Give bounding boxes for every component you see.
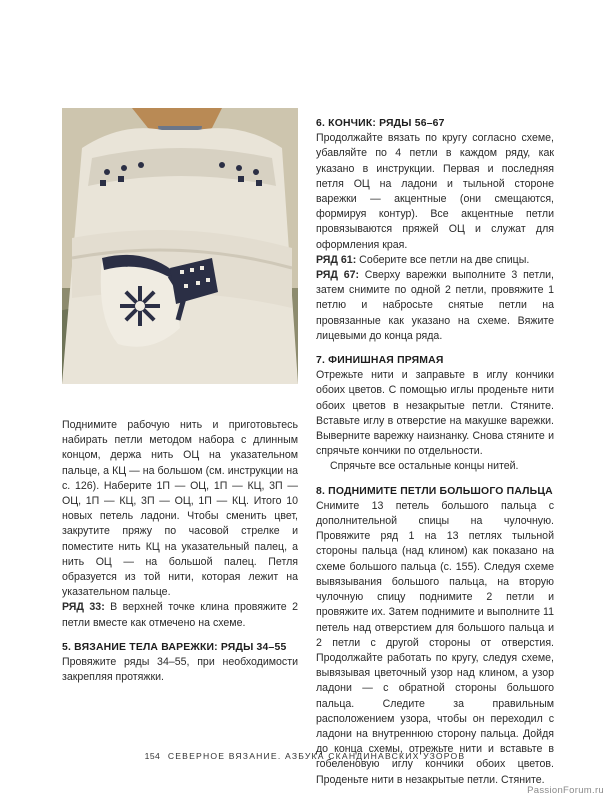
section6-title: 6. КОНЧИК: РЯДЫ 56–67 [316,118,445,129]
section5-paragraph: Провяжите ряды 34–55, при необходимости закрепляя протяжки. [62,656,298,684]
row33-text: В верхней точке клина провяжите 2 петли вместе как отмечено на схеме. [62,601,298,629]
book-title: СЕВЕРНОЕ ВЯЗАНИЕ. АЗБУКА СКАНДИНАВСКИХ УЗОРОВ [167,751,466,761]
section8-paragraph: Снимите 13 петель большого пальца с дополнительной спицы на чулочную. Провяжите ряд 1 на 13 петлях тыльной стороны пальца (над клином) как показано на схеме большого пальца (с. 155). Следуя схеме вывязывания большого пальца, на вторую чулочную спицу поднимите 2 петли и провяжите их. Затем поднимите и выполните 11 петель над отверстием для большого пальца и 2 петли с другой стороны от отверстия. Продолжайте работать по кругу, следуя схеме, вывязывая цветочный узор над клином, а узор ладони — с обратной стороны большого пальца. Следите за правильным расположением узора, чтобы он переходил с ладони на внутреннюю сторону пальца. Дойдя до конца схемы, отрежьте нити и вставьте в гобеленовую иглу кончики обоих цветов. Проденьте нити в незакрытые петли. Стяните. [316,499,554,786]
row33-label: РЯД 33: [62,601,105,614]
right-column [316,116,554,788]
row67-paragraph [316,268,554,344]
watermark: PassionForum.ru [527,785,604,796]
left-intro-paragraph: Поднимите рабочую нить и приготовьтесь набирать петли методом набора с длинным концом, держа нить ОЦ на указательном пальце, а КЦ — на большом (см. инструкции на с. 126). Наберите 1П — ОЦ, 1П — КЦ, 3П — ОЦ, 1П — КЦ, 3П — ОЦ, 1П — КЦ. Итого 10 новых петель ладони. Чтобы сменить цвет, закрутите пряжу по часовой стрелке и поместите нить КЦ на указательный палец, а нить ОЦ — на большой палец. Петля образуется из той нити, которая лежит на указательном пальце. [62,419,298,599]
row61-paragraph [316,253,554,268]
section5-title: 5. ВЯЗАНИЕ ТЕЛА ВАРЕЖКИ: РЯДЫ 34–55 [62,641,287,653]
row61-text: Соберите все петли на две спицы. [356,253,530,266]
page-number: 154 [144,751,161,761]
left-column [62,418,298,685]
photo-illustration [62,108,298,384]
section7-title: 7. ФИНИШНАЯ ПРЯМАЯ [316,355,444,367]
section7-paragraph-2: Спрячьте все остальные концы нитей. [330,460,519,473]
page-footer [0,751,610,761]
section6-paragraph: Продолжайте вязать по кругу согласно схеме, убавляйте по 4 петли в каждом ряду, как указано в инструкции. Первая и последняя петля ОЦ на ладони и тыльной стороне варежки — акцентные (они смещаются, формируя контур). Все акцентные петли провязываются пряжей ОЦ и служат для оформления края. [316,132,554,251]
row67-label: РЯД 67: [316,269,360,282]
section7-paragraph: Отрежьте нити и заправьте в иглу кончики обоих цветов. С помощью иглы проденьте нити обоих цветов в незакрытые петли. Стяните. Вставьте иглу в отверстие на макушке варежки. Выверните варежку наизнанку. Снова стяните и спрячьте кончики по отдельности. [316,369,554,458]
row61-label: РЯД 61: [316,253,357,266]
row33-paragraph [62,600,298,630]
knitted-sweater-and-mitten-photo [62,108,298,384]
row67-text: Сверху варежки выполните 3 петли, затем снимите по одной 2 петли, провяжите 1 петлю и набросьте снятые петли на провязанные как указано на схеме. Вяжите лицевыми до конца ряда. [316,269,555,342]
section8-title: 8. ПОДНИМИТЕ ПЕТЛИ БОЛЬШОГО ПАЛЬЦА [316,485,553,497]
